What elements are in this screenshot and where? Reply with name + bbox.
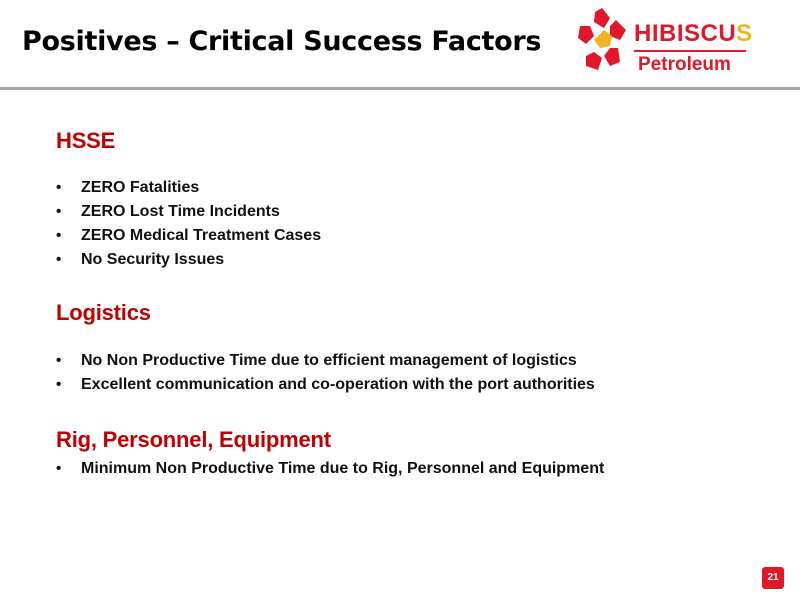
list-item: • ZERO Medical Treatment Cases [56, 224, 321, 248]
logo-wordmark-hibiscus: HIBISCUS [634, 20, 753, 47]
header-divider [0, 87, 800, 90]
section-hsse [56, 128, 321, 272]
page-number-badge: 21 [762, 567, 784, 589]
bullet-icon: • [56, 227, 62, 244]
logo-wordmark-petroleum: Petroleum [638, 54, 731, 75]
list-item: • No Non Productive Time due to efficient management of logistics [56, 349, 595, 373]
list-item: • Excellent communication and co-operation with the port authorities [56, 373, 595, 397]
list-item: • ZERO Lost Time Incidents [56, 200, 321, 224]
list-item: • No Security Issues [56, 248, 321, 272]
bullet-list [56, 457, 604, 481]
bullet-list [56, 349, 595, 397]
section-heading: HSSE [56, 128, 116, 153]
bullet-icon: • [56, 179, 62, 196]
bullet-list [56, 176, 321, 272]
logo-divider [634, 50, 746, 52]
hibiscus-flower-icon [576, 8, 632, 78]
company-logo [576, 8, 776, 84]
section-rig-personnel-equipment [56, 427, 604, 481]
bullet-icon: • [56, 203, 62, 220]
bullet-icon: • [56, 352, 62, 369]
list-item: • Minimum Non Productive Time due to Rig, Personnel and Equipment [56, 457, 604, 481]
bullet-icon: • [56, 251, 62, 268]
slide-title: Positives – Critical Success Factors [22, 26, 542, 57]
bullet-icon: • [56, 460, 62, 477]
bullet-icon: • [56, 376, 62, 393]
section-logistics [56, 300, 595, 397]
section-heading: Rig, Personnel, Equipment [56, 427, 331, 452]
section-heading: Logistics [56, 300, 151, 325]
list-item: • ZERO Fatalities [56, 176, 321, 200]
